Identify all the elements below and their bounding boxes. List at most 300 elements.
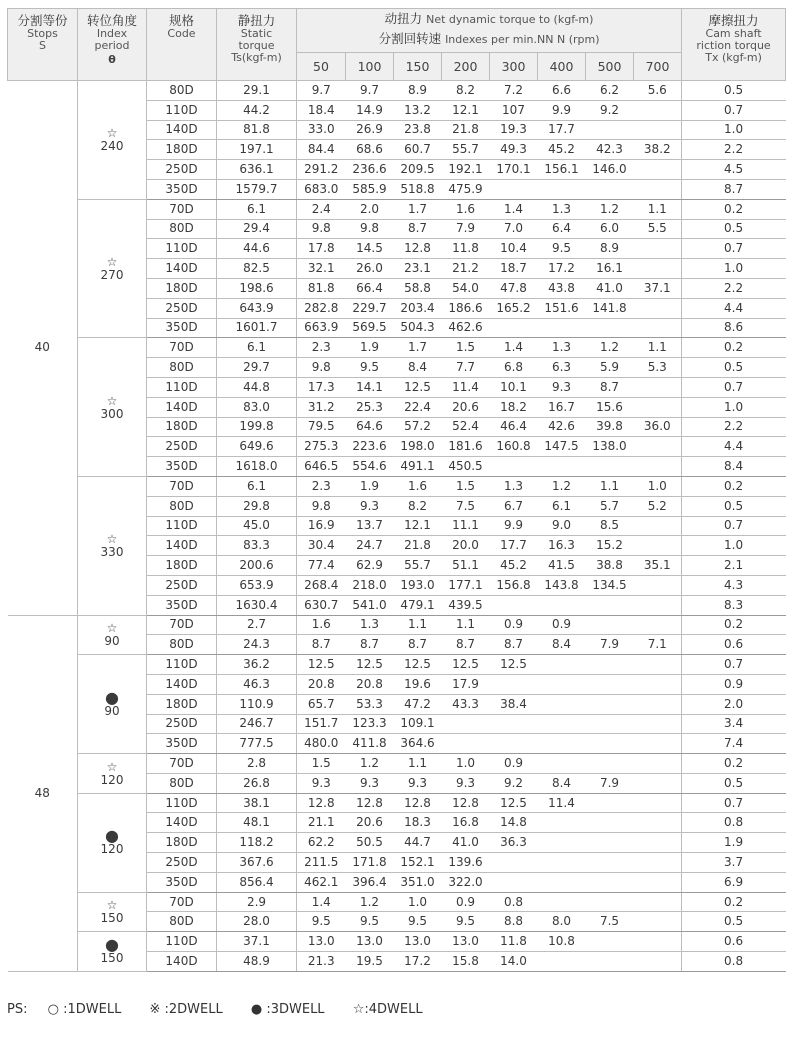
dynamic-torque-cell: 1.2 (346, 754, 394, 774)
code-cell: 80D (147, 219, 217, 239)
dynamic-torque-cell: 236.6 (346, 160, 394, 180)
dynamic-torque-cell: 13.2 (394, 100, 442, 120)
dynamic-torque-cell: 12.5 (490, 655, 538, 675)
dynamic-torque-cell (538, 892, 586, 912)
code-cell: 180D (147, 417, 217, 437)
static-torque-cell: 1618.0 (217, 457, 297, 477)
dynamic-torque-cell: 12.1 (394, 516, 442, 536)
dwell4-star-icon: ☆ (106, 126, 118, 141)
friction-torque-cell: 4.3 (682, 575, 786, 595)
friction-torque-cell: 0.2 (682, 892, 786, 912)
code-cell: 80D (147, 358, 217, 378)
dynamic-torque-cell: 26.9 (346, 120, 394, 140)
dynamic-torque-cell: 143.8 (538, 575, 586, 595)
dynamic-torque-cell (538, 872, 586, 892)
dynamic-torque-cell: 66.4 (346, 278, 394, 298)
dynamic-torque-cell: 2.0 (346, 199, 394, 219)
dynamic-torque-cell: 109.1 (394, 714, 442, 734)
code-cell: 110D (147, 516, 217, 536)
dynamic-torque-cell: 16.1 (586, 259, 634, 279)
dynamic-torque-cell (586, 457, 634, 477)
friction-torque-cell: 0.2 (682, 754, 786, 774)
dynamic-torque-cell: 8.0 (538, 912, 586, 932)
dynamic-torque-cell: 20.8 (297, 674, 346, 694)
dynamic-torque-cell: 1.3 (346, 615, 394, 635)
dynamic-torque-cell: 1.3 (538, 338, 586, 358)
code-cell: 80D (147, 496, 217, 516)
friction-torque-cell: 0.7 (682, 793, 786, 813)
dynamic-torque-cell (634, 872, 682, 892)
dynamic-torque-cell: 64.6 (346, 417, 394, 437)
dynamic-torque-cell (586, 179, 634, 199)
friction-torque-cell: 2.0 (682, 694, 786, 714)
code-cell: 350D (147, 872, 217, 892)
speed-header: 50 (297, 53, 346, 81)
dynamic-torque-cell (586, 853, 634, 873)
header-stops-en: Stops (27, 27, 58, 40)
dynamic-torque-cell (586, 813, 634, 833)
dynamic-torque-cell: 5.2 (634, 496, 682, 516)
friction-torque-cell: 3.4 (682, 714, 786, 734)
dynamic-torque-cell: 9.3 (297, 773, 346, 793)
dynamic-torque-cell: 9.8 (346, 219, 394, 239)
code-cell: 140D (147, 813, 217, 833)
dynamic-torque-cell (634, 100, 682, 120)
code-cell: 80D (147, 635, 217, 655)
code-cell: 250D (147, 853, 217, 873)
dynamic-torque-cell: 5.3 (634, 358, 682, 378)
static-torque-cell: 29.7 (217, 358, 297, 378)
dynamic-torque-cell: 31.2 (297, 397, 346, 417)
index-angle-cell (78, 81, 147, 200)
dynamic-torque-cell: 54.0 (442, 278, 490, 298)
dynamic-torque-cell: 13.0 (442, 932, 490, 952)
dynamic-torque-cell: 203.4 (394, 298, 442, 318)
index-angle-cell (78, 199, 147, 338)
friction-torque-cell: 8.6 (682, 318, 786, 338)
dynamic-torque-cell: 36.0 (634, 417, 682, 437)
friction-torque-cell: 1.9 (682, 833, 786, 853)
static-torque-cell: 653.9 (217, 575, 297, 595)
dwell3-symbol-icon: ● (105, 935, 119, 955)
code-cell: 110D (147, 100, 217, 120)
dynamic-torque-cell (490, 595, 538, 615)
index-angle-cell (78, 655, 147, 754)
header-code-zh: 规格 (168, 13, 194, 28)
dynamic-torque-cell (490, 734, 538, 754)
friction-torque-cell: 0.9 (682, 674, 786, 694)
dynamic-torque-cell (634, 952, 682, 972)
dynamic-torque-cell: 16.3 (538, 536, 586, 556)
dynamic-torque-cell: 18.2 (490, 397, 538, 417)
dynamic-torque-cell: 282.8 (297, 298, 346, 318)
static-torque-cell: 367.6 (217, 853, 297, 873)
dynamic-torque-cell: 6.0 (586, 219, 634, 239)
dynamic-torque-cell: 8.7 (394, 219, 442, 239)
friction-torque-cell: 0.7 (682, 377, 786, 397)
dynamic-torque-cell: 141.8 (586, 298, 634, 318)
stops-cell: 40 (8, 81, 78, 616)
dynamic-torque-cell: 11.8 (490, 932, 538, 952)
dynamic-torque-cell: 6.2 (586, 81, 634, 101)
dynamic-torque-cell: 22.4 (394, 397, 442, 417)
speed-header: 300 (490, 53, 538, 81)
dynamic-torque-cell (490, 853, 538, 873)
dynamic-torque-cell (634, 655, 682, 675)
dynamic-torque-cell (586, 892, 634, 912)
dynamic-torque-cell (634, 160, 682, 180)
static-torque-cell: 44.8 (217, 377, 297, 397)
dynamic-torque-cell: 480.0 (297, 734, 346, 754)
static-torque-cell: 1579.7 (217, 179, 297, 199)
friction-torque-cell: 2.2 (682, 278, 786, 298)
header-friction-unit: Tx (kgf-m) (705, 51, 762, 64)
dynamic-torque-cell: 19.6 (394, 674, 442, 694)
header-dynamic-en: Net dynamic torque to (kgf-m) (426, 13, 594, 26)
dynamic-torque-cell: 21.8 (442, 120, 490, 140)
dynamic-torque-cell: 30.4 (297, 536, 346, 556)
dwell4-star-icon: ☆ (106, 255, 118, 270)
dynamic-torque-cell: 229.7 (346, 298, 394, 318)
dynamic-torque-cell: 12.8 (297, 793, 346, 813)
dynamic-torque-cell: 14.0 (490, 952, 538, 972)
static-torque-cell: 643.9 (217, 298, 297, 318)
static-torque-cell: 83.3 (217, 536, 297, 556)
legend-item-2dwell: ※ :2DWELL (149, 1002, 223, 1017)
dynamic-torque-cell: 322.0 (442, 872, 490, 892)
dynamic-torque-cell (538, 595, 586, 615)
dynamic-torque-cell: 147.5 (538, 437, 586, 457)
dynamic-torque-cell: 8.4 (538, 773, 586, 793)
code-cell: 350D (147, 179, 217, 199)
static-torque-cell: 48.9 (217, 952, 297, 972)
dynamic-torque-cell: 160.8 (490, 437, 538, 457)
dynamic-torque-cell: 411.8 (346, 734, 394, 754)
dynamic-torque-cell: 1.4 (297, 892, 346, 912)
dynamic-torque-cell (634, 674, 682, 694)
torque-table (7, 8, 786, 972)
dynamic-torque-cell: 23.1 (394, 259, 442, 279)
header-index-zh: 转位角度 (86, 13, 137, 28)
static-torque-cell: 36.2 (217, 655, 297, 675)
dynamic-torque-cell: 11.4 (442, 377, 490, 397)
dynamic-torque-cell: 9.5 (538, 239, 586, 259)
index-angle-value: 120 (100, 772, 124, 787)
static-torque-cell: 6.1 (217, 476, 297, 496)
static-torque-cell: 29.4 (217, 219, 297, 239)
dynamic-torque-cell: 1.5 (442, 338, 490, 358)
static-torque-cell: 199.8 (217, 417, 297, 437)
friction-torque-cell: 0.5 (682, 773, 786, 793)
dynamic-torque-cell: 223.6 (346, 437, 394, 457)
friction-torque-cell: 0.7 (682, 516, 786, 536)
index-angle-value: 300 (100, 406, 124, 421)
code-cell: 140D (147, 120, 217, 140)
dynamic-torque-cell: 12.5 (490, 793, 538, 813)
dynamic-torque-cell: 17.7 (490, 536, 538, 556)
dynamic-torque-cell: 18.3 (394, 813, 442, 833)
dynamic-torque-cell: 17.9 (442, 674, 490, 694)
header-stops (8, 9, 78, 81)
dynamic-torque-cell: 42.3 (586, 140, 634, 160)
code-cell: 70D (147, 754, 217, 774)
friction-torque-cell: 1.0 (682, 397, 786, 417)
dynamic-torque-cell: 177.1 (442, 575, 490, 595)
dynamic-torque-cell: 44.7 (394, 833, 442, 853)
dynamic-torque-cell: 165.2 (490, 298, 538, 318)
dynamic-torque-cell: 218.0 (346, 575, 394, 595)
dynamic-torque-cell: 439.5 (442, 595, 490, 615)
dynamic-torque-cell: 12.5 (297, 655, 346, 675)
table-row (8, 615, 786, 635)
dynamic-torque-cell: 7.7 (442, 358, 490, 378)
static-torque-cell: 2.8 (217, 754, 297, 774)
dynamic-torque-cell: 9.3 (538, 377, 586, 397)
dynamic-torque-cell: 1.1 (442, 615, 490, 635)
code-cell: 180D (147, 694, 217, 714)
dynamic-torque-cell (538, 457, 586, 477)
friction-torque-cell: 4.4 (682, 298, 786, 318)
dynamic-torque-cell (442, 714, 490, 734)
dynamic-torque-cell (586, 674, 634, 694)
dynamic-torque-cell: 8.4 (538, 635, 586, 655)
dynamic-torque-cell: 9.5 (346, 912, 394, 932)
friction-torque-cell: 0.2 (682, 615, 786, 635)
static-torque-cell: 6.1 (217, 338, 297, 358)
dynamic-torque-cell: 9.5 (394, 912, 442, 932)
static-torque-cell: 28.0 (217, 912, 297, 932)
dynamic-torque-cell: 1.9 (346, 476, 394, 496)
dynamic-torque-cell: 8.2 (394, 496, 442, 516)
dynamic-torque-cell: 351.0 (394, 872, 442, 892)
index-angle-value: 150 (100, 951, 124, 966)
dynamic-torque-cell: 1.3 (538, 199, 586, 219)
dynamic-torque-cell: 11.1 (442, 516, 490, 536)
dynamic-torque-cell: 198.0 (394, 437, 442, 457)
code-cell: 70D (147, 615, 217, 635)
dynamic-torque-cell: 646.5 (297, 457, 346, 477)
dynamic-torque-cell (634, 833, 682, 853)
dynamic-torque-cell: 36.3 (490, 833, 538, 853)
header-friction (682, 9, 786, 81)
dynamic-torque-cell: 57.2 (394, 417, 442, 437)
static-torque-cell: 198.6 (217, 278, 297, 298)
static-torque-cell: 636.1 (217, 160, 297, 180)
static-torque-cell: 856.4 (217, 872, 297, 892)
dynamic-torque-cell: 9.5 (297, 912, 346, 932)
dynamic-torque-cell: 541.0 (346, 595, 394, 615)
index-angle-value: 240 (100, 139, 124, 154)
dynamic-torque-cell: 21.3 (297, 952, 346, 972)
dynamic-torque-cell: 291.2 (297, 160, 346, 180)
dynamic-torque-cell (634, 714, 682, 734)
dynamic-torque-cell: 504.3 (394, 318, 442, 338)
dynamic-torque-cell: 1.3 (490, 476, 538, 496)
table-row (8, 81, 786, 101)
header-speed-line (297, 32, 681, 47)
static-torque-cell: 2.9 (217, 892, 297, 912)
friction-torque-cell: 4.5 (682, 160, 786, 180)
code-cell: 80D (147, 81, 217, 101)
code-cell: 350D (147, 595, 217, 615)
index-angle-value: 90 (104, 634, 120, 649)
dynamic-torque-cell: 9.3 (346, 773, 394, 793)
speed-header: 200 (442, 53, 490, 81)
dynamic-torque-cell: 151.7 (297, 714, 346, 734)
static-torque-cell: 2.7 (217, 615, 297, 635)
dwell4-star-icon: ☆ (106, 393, 118, 408)
code-cell: 350D (147, 734, 217, 754)
dynamic-torque-cell: 8.7 (442, 635, 490, 655)
dynamic-torque-cell: 9.7 (297, 81, 346, 101)
dynamic-torque-cell (634, 932, 682, 952)
dynamic-torque-cell (634, 595, 682, 615)
static-torque-cell: 83.0 (217, 397, 297, 417)
friction-torque-cell: 0.5 (682, 358, 786, 378)
code-cell: 180D (147, 833, 217, 853)
dynamic-torque-cell (538, 952, 586, 972)
speed-header: 700 (634, 53, 682, 81)
dynamic-torque-cell: 50.5 (346, 833, 394, 853)
dynamic-torque-cell: 13.0 (297, 932, 346, 952)
dynamic-torque-cell: 49.3 (490, 140, 538, 160)
dynamic-torque-cell (538, 853, 586, 873)
dynamic-torque-cell: 0.9 (490, 754, 538, 774)
dynamic-torque-cell: 12.5 (394, 655, 442, 675)
dynamic-torque-cell: 15.6 (586, 397, 634, 417)
dynamic-torque-cell (634, 793, 682, 813)
table-row (8, 338, 786, 358)
code-cell: 140D (147, 952, 217, 972)
dynamic-torque-cell: 2.3 (297, 338, 346, 358)
dwell4-star-icon: ☆ (106, 759, 118, 774)
code-cell: 250D (147, 714, 217, 734)
friction-torque-cell: 7.4 (682, 734, 786, 754)
dynamic-torque-cell (586, 754, 634, 774)
dynamic-torque-cell: 630.7 (297, 595, 346, 615)
dynamic-torque-cell (538, 734, 586, 754)
dynamic-torque-cell: 9.2 (586, 100, 634, 120)
dynamic-torque-cell: 2.3 (297, 476, 346, 496)
dynamic-torque-cell: 18.7 (490, 259, 538, 279)
dynamic-torque-cell: 479.1 (394, 595, 442, 615)
header-dynamic-line (297, 12, 681, 27)
dynamic-torque-cell: 152.1 (394, 853, 442, 873)
dynamic-torque-cell: 151.6 (538, 298, 586, 318)
table-row (8, 793, 786, 813)
code-cell: 110D (147, 793, 217, 813)
dynamic-torque-cell: 32.1 (297, 259, 346, 279)
dynamic-torque-cell: 8.5 (586, 516, 634, 536)
dynamic-torque-cell: 37.1 (634, 278, 682, 298)
index-angle-cell (78, 476, 147, 615)
dynamic-torque-cell (634, 773, 682, 793)
dynamic-torque-cell (634, 694, 682, 714)
code-cell: 350D (147, 318, 217, 338)
dynamic-torque-cell: 12.8 (442, 793, 490, 813)
dynamic-torque-cell: 23.8 (394, 120, 442, 140)
dynamic-torque-cell: 11.4 (538, 793, 586, 813)
dynamic-torque-cell: 24.7 (346, 536, 394, 556)
dynamic-torque-cell: 42.6 (538, 417, 586, 437)
stops-cell: 48 (8, 615, 78, 971)
friction-torque-cell: 0.5 (682, 496, 786, 516)
table-row (8, 892, 786, 912)
dynamic-torque-cell: 8.7 (346, 635, 394, 655)
dynamic-torque-cell: 1.5 (442, 476, 490, 496)
dynamic-torque-cell: 12.8 (394, 239, 442, 259)
dynamic-torque-cell: 8.7 (297, 635, 346, 655)
header-friction-en2: riction torque (696, 39, 771, 52)
dynamic-torque-cell: 18.4 (297, 100, 346, 120)
friction-torque-cell: 3.7 (682, 853, 786, 873)
dwell3-symbol-icon: ● (105, 826, 119, 846)
dynamic-torque-cell (538, 813, 586, 833)
dynamic-torque-cell: 45.2 (538, 140, 586, 160)
dynamic-torque-cell: 43.8 (538, 278, 586, 298)
dynamic-torque-cell: 134.5 (586, 575, 634, 595)
dynamic-torque-cell: 52.4 (442, 417, 490, 437)
dynamic-torque-cell: 16.8 (442, 813, 490, 833)
dynamic-torque-cell (634, 615, 682, 635)
table-row (8, 199, 786, 219)
dynamic-torque-cell: 58.8 (394, 278, 442, 298)
index-angle-cell (78, 932, 147, 972)
dynamic-torque-cell (538, 655, 586, 675)
dynamic-torque-cell: 192.1 (442, 160, 490, 180)
dwell4-star-icon: ☆ (106, 621, 118, 636)
friction-torque-cell: 1.0 (682, 259, 786, 279)
header-stops-zh: 分割等份 (17, 13, 68, 28)
dynamic-torque-cell: 554.6 (346, 457, 394, 477)
dynamic-torque-cell: 5.6 (634, 81, 682, 101)
dynamic-torque-cell: 1.7 (394, 338, 442, 358)
header-stops-sym: S (39, 39, 46, 52)
dynamic-torque-cell: 6.8 (490, 358, 538, 378)
header-speed-en: Indexes per min.NN N (rpm) (445, 33, 600, 46)
dynamic-torque-cell: 9.5 (442, 912, 490, 932)
dynamic-torque-cell: 46.4 (490, 417, 538, 437)
friction-torque-cell: 2.2 (682, 417, 786, 437)
dynamic-torque-cell: 77.4 (297, 556, 346, 576)
static-torque-cell: 44.6 (217, 239, 297, 259)
dynamic-torque-cell: 17.8 (297, 239, 346, 259)
dynamic-torque-cell: 12.5 (394, 377, 442, 397)
dynamic-torque-cell: 8.7 (394, 635, 442, 655)
header-code-en: Code (167, 27, 196, 40)
dynamic-torque-cell: 1.1 (394, 754, 442, 774)
header-index-sym: θ (108, 53, 116, 66)
dynamic-torque-cell: 7.5 (586, 912, 634, 932)
dynamic-torque-cell: 7.2 (490, 81, 538, 101)
index-angle-value: 330 (100, 545, 124, 560)
dynamic-torque-cell: 1.4 (490, 338, 538, 358)
dynamic-torque-cell: 7.9 (586, 773, 634, 793)
dynamic-torque-cell: 1.6 (394, 476, 442, 496)
dynamic-torque-cell: 1.2 (346, 892, 394, 912)
dynamic-torque-cell: 171.8 (346, 853, 394, 873)
dynamic-torque-cell: 0.9 (490, 615, 538, 635)
static-torque-cell: 26.8 (217, 773, 297, 793)
dynamic-torque-cell: 1.0 (442, 754, 490, 774)
friction-torque-cell: 0.7 (682, 239, 786, 259)
dynamic-torque-cell (538, 694, 586, 714)
dynamic-torque-cell (634, 813, 682, 833)
dynamic-torque-cell: 9.3 (442, 773, 490, 793)
dynamic-torque-cell (490, 179, 538, 199)
static-torque-cell: 24.3 (217, 635, 297, 655)
dynamic-torque-cell: 569.5 (346, 318, 394, 338)
